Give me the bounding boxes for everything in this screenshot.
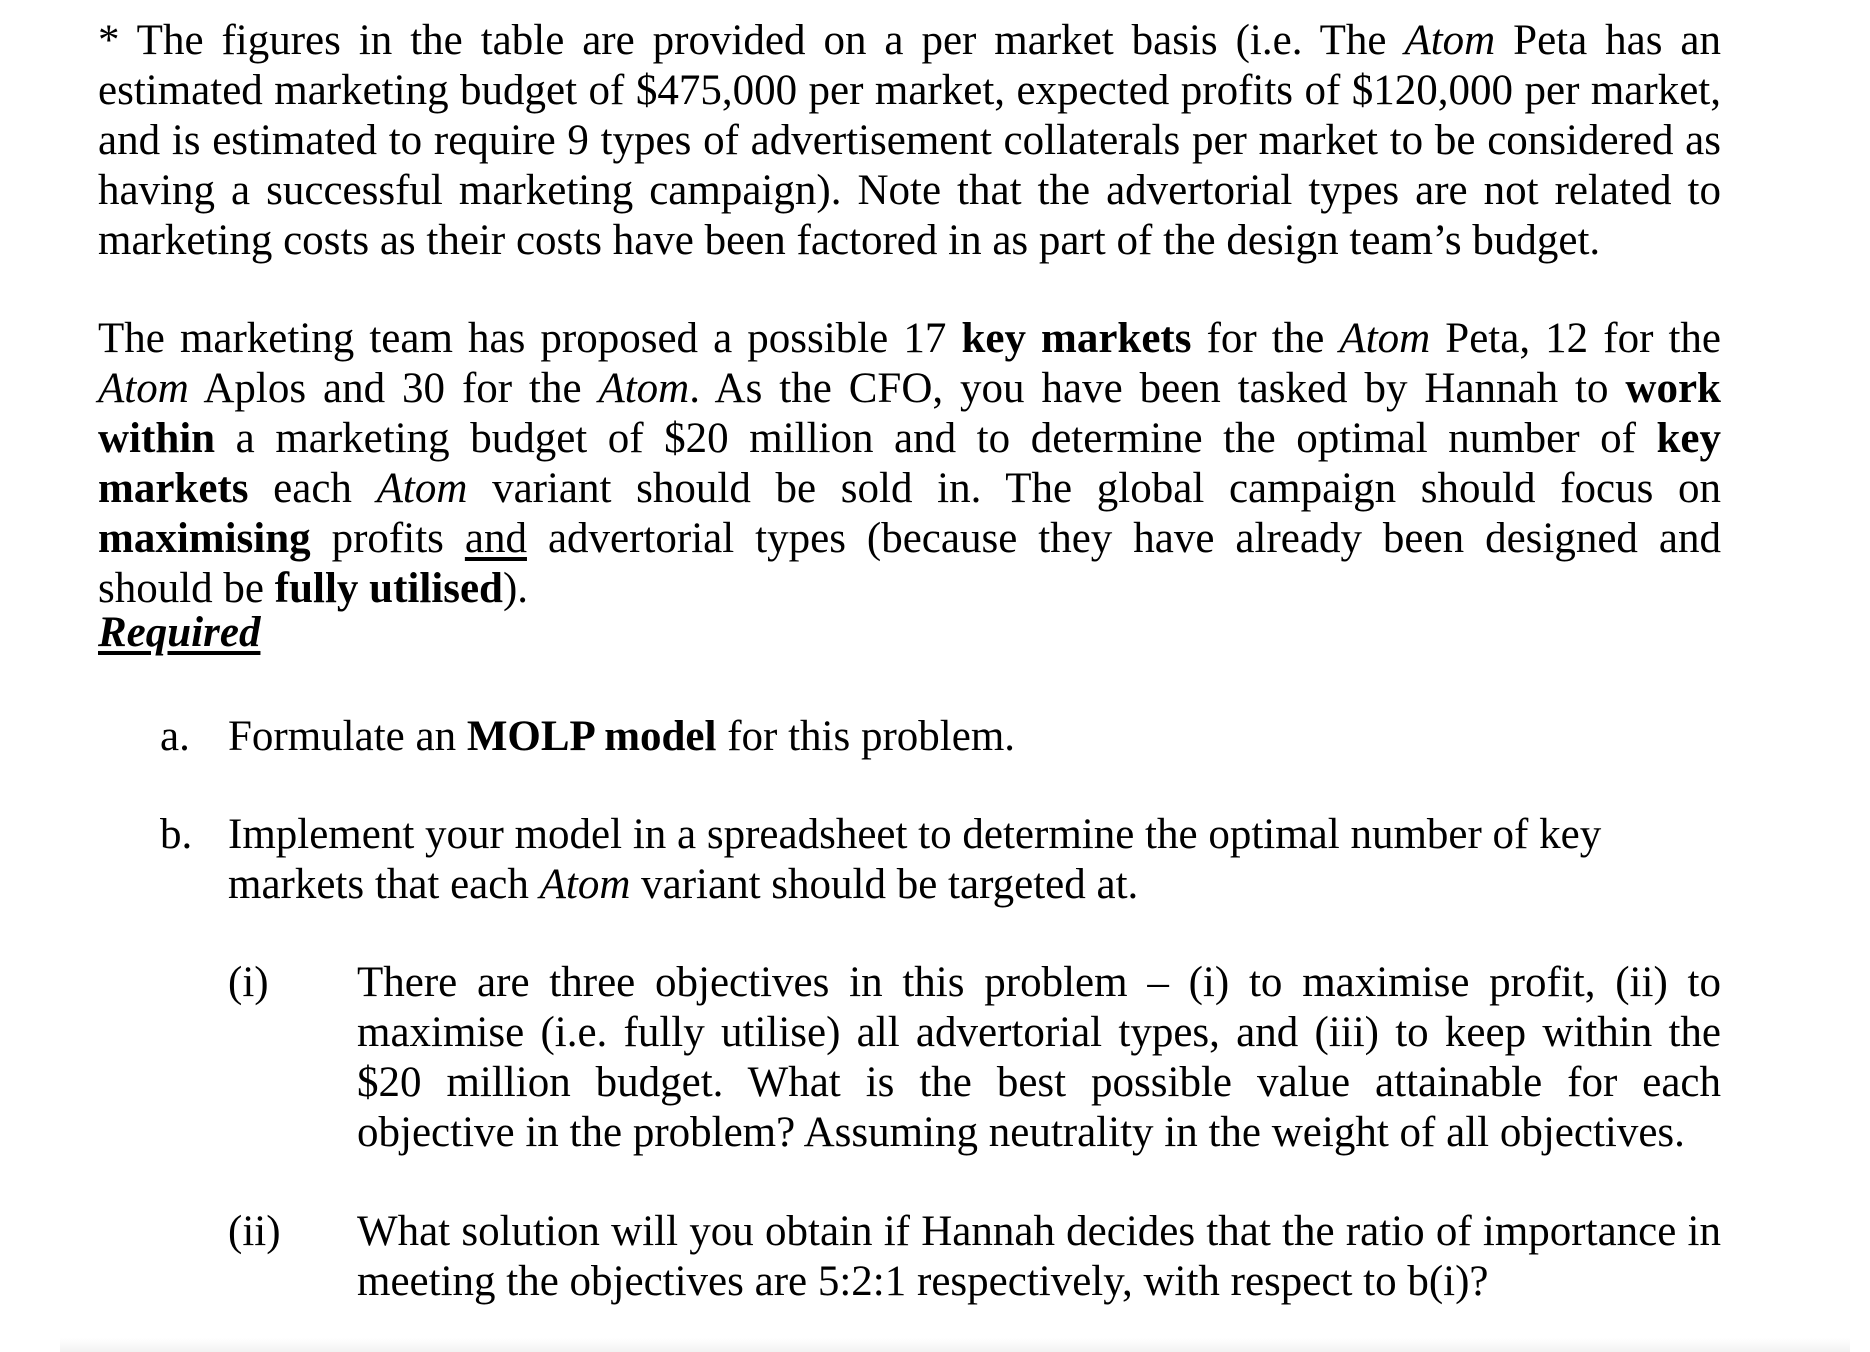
task-italic-atom: Atom xyxy=(598,365,690,412)
task-text: profits xyxy=(310,515,465,562)
question-b-italic-atom: Atom xyxy=(539,861,631,908)
task-text: each xyxy=(248,465,377,512)
task-paragraph xyxy=(98,314,1721,614)
footnote-text: * The figures in the table are provided on a per market basis (i.e. The xyxy=(98,17,1405,64)
question-b-ii-marker: (ii) xyxy=(228,1208,281,1255)
question-b-span: variant should be targeted at. xyxy=(630,861,1139,908)
task-text: . As the CFO, you have been tasked by Hannah to xyxy=(689,365,1626,412)
task-text: for the xyxy=(1191,315,1340,362)
question-a-marker: a. xyxy=(160,713,190,760)
task-italic-atom: Atom xyxy=(1339,315,1431,362)
task-text: Peta, 12 for the xyxy=(1430,315,1721,362)
question-b-ii-text: What solution will you obtain if Hannah decides that the ratio of importance in meeting the objectives are 5:2:1 respectively, with respect to b(i)? xyxy=(357,1208,1721,1305)
task-bold-text: fully utilised xyxy=(274,565,503,612)
page-bottom-edge xyxy=(60,1338,1850,1352)
task-italic-atom: Atom xyxy=(376,465,468,512)
required-heading: Required xyxy=(98,609,261,656)
question-b-marker: b. xyxy=(160,811,193,858)
question-a-text xyxy=(228,712,1721,762)
task-text: a marketing budget of $20 million and to determine the optimal number of xyxy=(215,415,1657,462)
footnote-text: Peta has an estimated marketing budget of $475,000 per market, expected profits of $120,000 per market, and is estimated to require 9 types of advertisement collaterals per market to be considered as having a successful marketing campaign). Note that the advertorial types are not related to marketing costs as their costs have been factored in as part of the design team’s budget. xyxy=(98,17,1722,264)
task-bold-text: key markets xyxy=(98,415,1721,512)
task-text: advertorial types (because they have already been designed and should be xyxy=(98,515,1721,612)
table-footnote-paragraph xyxy=(98,16,1721,266)
task-text: variant should be sold in. The global campaign should focus on xyxy=(467,465,1721,512)
question-a-span: for this problem. xyxy=(716,713,1016,760)
task-italic-atom: Atom xyxy=(98,365,189,412)
question-b-i-text: There are three objectives in this problem – (i) to maximise profit, (ii) to maximise (i.e. fully utilise) all advertorial types, and (iii) to keep within the $20 million budget. What is the best possible value attainable for each objective in the problem? Assuming neutrality in the weight of all objectives. xyxy=(357,959,1721,1156)
task-bold-text: work within xyxy=(98,365,1721,462)
question-a-span: Formulate an xyxy=(228,713,467,760)
task-underlined-text: and xyxy=(464,515,527,562)
task-bold-text: maximising xyxy=(98,515,311,562)
task-text: ). xyxy=(502,565,529,612)
question-a-bold: MOLP model xyxy=(466,713,717,760)
question-b-text xyxy=(228,810,1721,910)
question-b-i-marker: (i) xyxy=(228,959,269,1006)
task-text: Aplos and 30 for the xyxy=(188,365,599,412)
question-b-span: Implement your model in a spreadsheet to determine the optimal number of key markets that each xyxy=(228,811,1602,908)
footnote-italic-atom: Atom xyxy=(1404,17,1496,64)
task-bold-text: key markets xyxy=(961,315,1192,362)
task-text: The marketing team has proposed a possible 17 xyxy=(98,315,962,362)
